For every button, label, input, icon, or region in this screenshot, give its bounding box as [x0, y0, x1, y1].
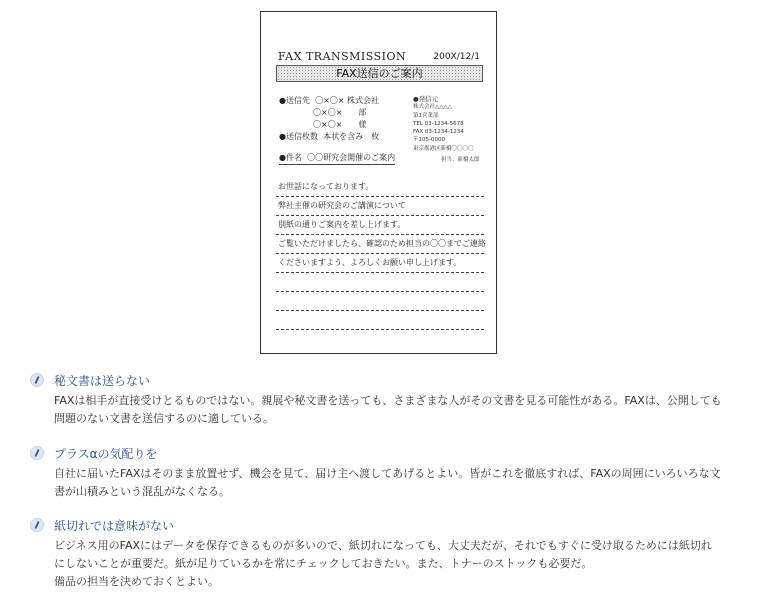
sender-zip: 〒105-0000 [413, 137, 445, 144]
fax-sender-block [413, 95, 474, 153]
tip-section [30, 517, 744, 591]
fax-body-line: くださいますよう、よろしくお願い申し上げます。 [276, 254, 484, 273]
to-label: ●送信先 [279, 96, 310, 105]
tip-body: 自社に届いたFAXはそのまま放置せず、機会を見て、届け主へ渡してあげるとよい。皆がこれを徹底すれば、FAXの周囲にいろいろな文 書が山積みという混乱がなくなる。 [54, 467, 721, 498]
sender-label: ●発信元 [413, 95, 439, 103]
fax-date: 200X/12/1 [433, 52, 480, 62]
fax-body-lines [276, 178, 484, 330]
fax-banner: FAX送信のご案内 [276, 65, 483, 82]
sender-fax: FAX 03-1234-1234 [413, 129, 464, 136]
pages-value: 本状を含み 枚 [323, 132, 380, 141]
tip-section [30, 372, 744, 428]
to-dept: 〇×〇× 部 [313, 108, 367, 117]
pencil-icon [30, 518, 44, 532]
sender-dept: 第1営業部 [413, 112, 439, 119]
tip-section [30, 445, 744, 501]
pencil-icon [30, 373, 44, 387]
sender-address: 東京都港区新橋〇〇〇〇 [413, 145, 474, 152]
fax-body-line: 弊社主催の研究会のご講演について [276, 197, 484, 216]
fax-from-person: 担当：新橋太郎 [441, 157, 480, 163]
fax-body-line [276, 273, 484, 292]
subject-value: 〇〇研究会開催のご案内 [307, 153, 396, 162]
fax-title: FAX TRANSMISSION [278, 50, 407, 63]
fax-sample-sheet [260, 11, 497, 354]
pencil-icon [30, 446, 44, 460]
pages-label: ●送信枚数 [279, 132, 318, 141]
subject-label: ●件名 [279, 153, 302, 162]
tip-body: ビジネス用のFAXにはデータを保存できるものが多いので、紙切れになっても、大丈夫だが、それでもすぐに受け取るためには紙切れ にしないことが重要だ。紙が足りているかを常にチェックしておきたい。また、トナーのストックも必要だ。 備品の担当を決めておくとよい。 [54, 539, 712, 588]
fax-body-line: お世話になっております。 [276, 178, 484, 197]
to-person: 〇×〇× 様 [313, 120, 367, 129]
tip-heading: プラスαの気配りを [54, 447, 158, 461]
fax-subject [279, 152, 395, 165]
tip-heading: 紙切れでは意味がない [54, 519, 175, 533]
sender-company: 株式会社△△△△ [413, 104, 452, 111]
tip-heading: 秘文書は送らない [54, 374, 151, 388]
fax-body-line [276, 311, 484, 330]
fax-recipient-block [279, 95, 379, 143]
tip-body: FAXは相手が直接受けとるものではない。親展や秘文書を送っても、さまざまな人がその文書を見る可能性がある。FAXは、公開しても 問題のない文書を送信するのに適している。 [54, 394, 722, 425]
sender-tel: TEL 03-1234-5678 [413, 120, 464, 127]
to-company: 〇×〇× 株式会社 [315, 96, 380, 105]
fax-body-line: 別紙の通りご案内を差し上げます。 [276, 216, 484, 235]
fax-body-line [276, 292, 484, 311]
fax-body-line: ご覧いただけましたら、確認のため担当の〇〇までご連絡 [276, 235, 484, 254]
